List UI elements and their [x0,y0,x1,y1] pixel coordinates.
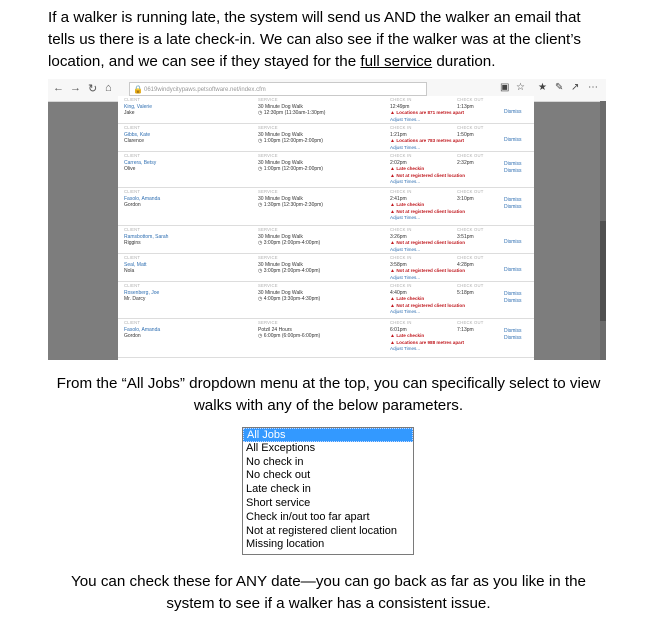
dropdown-option[interactable]: Short service [246,496,311,509]
check-out-time: 3:51pm [457,233,474,240]
intro-text: duration. [432,53,496,70]
warning-icon: ▲ [390,333,397,339]
client-name-link[interactable]: Fasolo, Amanda [124,195,161,202]
dismiss-link[interactable]: Dismiss [504,291,522,297]
full-service-link[interactable]: full service [360,53,433,70]
dismiss-links [504,197,522,211]
adjust-times-link[interactable]: Adjust Times... [390,346,421,351]
client-label: CLIENT [124,283,141,288]
dismiss-links [504,267,522,274]
client-label: CLIENT [124,97,141,102]
check-in-label: CHECK IN [390,227,412,232]
service-name: 30 Minute Dog Walk [258,103,303,110]
pet-name: Mr. Darcy [124,296,146,302]
client-label: CLIENT [124,125,141,130]
jobs-page [118,96,534,360]
service-cell [258,255,378,275]
job-row [118,152,534,188]
service-cell [258,97,378,117]
warning-icon: ▲ [390,138,397,144]
dismiss-link[interactable]: Dismiss [504,197,522,203]
adjust-times-link[interactable]: Adjust Times... [390,116,421,122]
dismiss-link[interactable]: Dismiss [504,298,522,304]
address-bar[interactable] [129,82,427,96]
service-label: SERVICE [258,255,278,260]
client-name-link[interactable]: Gibbs, Kate [124,131,151,138]
service-cell [258,189,378,209]
dismiss-links [504,291,522,305]
client-label: CLIENT [124,227,141,232]
dropdown-option[interactable]: All Jobs [243,428,413,442]
client-name-link[interactable]: Fasolo, Amanda [124,326,161,333]
share-icon[interactable]: ↗ [571,82,580,93]
warning-icon: ▲ [390,172,397,179]
check-out-label: CHECK OUT [457,255,484,260]
check-out-time: 1:50pm [457,131,474,138]
job-row [118,254,534,282]
check-in-time: 2:02pm [390,159,407,166]
dismiss-links [504,161,522,175]
dropdown-option[interactable]: No check in [246,455,304,468]
jobs-screenshot [48,79,606,360]
clock-icon: ◷ [258,268,264,274]
exception-text: Locations are 871 metres apart [396,110,465,115]
warning-icon: ▲ [390,339,397,346]
adjust-times-link[interactable]: Adjust Times... [390,274,421,280]
check-out-time: 4:28pm [457,261,474,268]
lock-icon: 🔒 [133,85,143,94]
dismiss-link[interactable]: Dismiss [504,161,522,167]
client-cell [124,227,244,247]
dismiss-links [504,328,522,342]
warning-icon: ▲ [390,166,397,172]
dismiss-link[interactable]: Dismiss [504,328,522,334]
check-in-label: CHECK IN [390,283,412,288]
pet-name: Clarence [124,138,145,144]
scrollbar[interactable] [600,101,606,360]
service-label: SERVICE [258,153,278,158]
clock-icon: ◷ [258,166,264,172]
check-out-label: CHECK OUT [457,189,484,194]
check-in-label: CHECK IN [390,320,412,325]
service-time-text: 3:00pm (2:00pm-4:00pm) [263,240,321,246]
dropdown-option[interactable]: No check out [246,469,311,482]
job-row [118,188,534,226]
check-in-time: 3:58pm [390,261,407,268]
warning-icon: ▲ [390,296,397,302]
service-name: 30 Minute Dog Walk [258,261,303,268]
warning-icon: ▲ [390,208,397,215]
job-row [118,96,534,124]
check-out-time: 7:13pm [457,326,474,333]
jobs-filter-dropdown-list[interactable] [242,427,414,555]
check-in-label: CHECK IN [390,255,412,260]
clock-icon: ◷ [258,110,264,116]
warning-icon: ▲ [390,268,397,274]
reading-view-icon[interactable]: ▣ [500,82,510,93]
service-time [258,333,378,340]
scrollbar-thumb[interactable] [600,221,606,321]
service-time [258,296,378,303]
client-name-link[interactable]: Rosenberg, Joe [124,289,160,296]
service-time [258,110,378,117]
service-cell [258,320,378,340]
check-out-label: CHECK OUT [457,153,484,158]
dismiss-links [504,239,522,246]
adjust-times-link[interactable]: Adjust Times... [390,144,421,150]
warning-icon: ▲ [390,240,397,246]
check-out-label: CHECK OUT [457,227,484,232]
clock-icon: ◷ [258,296,264,302]
check-out-time: 5:18pm [457,289,474,296]
check-in-time: 4:40pm [390,289,407,296]
service-time [258,268,378,275]
pen-icon[interactable]: ✎ [555,82,564,93]
dismiss-link[interactable]: Dismiss [504,239,522,245]
service-name: Potzil 24 Hours [258,326,292,333]
check-out-time: 1:13pm [457,103,474,110]
service-name: 30 Minute Dog Walk [258,159,303,166]
job-row [118,124,534,152]
job-row [118,226,534,254]
service-time-text: 1:00pm (12:00pm-2:00pm) [263,166,323,172]
client-label: CLIENT [124,189,141,194]
service-time-text: 6:00pm (6:00pm-6:00pm) [263,333,321,339]
service-label: SERVICE [258,320,278,325]
intro-line [48,51,613,73]
exception-text: Late checkin [396,202,425,207]
service-name: 30 Minute Dog Walk [258,131,303,138]
check-out-time: 2:32pm [457,159,474,166]
client-label: CLIENT [124,320,141,325]
pet-name: Olive [124,166,136,172]
client-cell [124,189,244,209]
check-in-time: 2:41pm [390,195,407,202]
intro-text: location, and we can see if they stayed for the [48,53,361,70]
middle-line: walks with any of the below parameters. [193,397,464,414]
warning-icon: ▲ [390,302,397,309]
service-time-text: 1:00pm (12:00pm-2:00pm) [263,138,323,144]
outro-paragraph [40,571,617,615]
intro-line: tells us there is a late check-in. We can also see if the walker was at the client’s [48,31,581,48]
dismiss-link[interactable]: Dismiss [504,109,522,115]
pet-name: Gordon [124,202,141,208]
adjust-times-link[interactable]: Adjust Times... [390,215,421,220]
service-label: SERVICE [258,227,278,232]
dropdown-option[interactable]: Late check in [246,483,311,496]
client-cell [124,255,244,275]
check-in-label: CHECK IN [390,189,412,194]
favorites-bar-icon[interactable]: ★ [538,82,547,93]
service-cell [258,153,378,173]
exception-text: Locations are 988 metres apart [396,339,465,345]
service-cell [258,227,378,247]
exception-text: Not at registered client location [396,172,466,178]
pet-name: Riggins [124,240,141,246]
dismiss-links [504,137,522,144]
service-time-text: 4:00pm (3:30pm-4:30pm) [263,296,321,302]
service-time [258,138,378,145]
clock-icon: ◷ [258,333,264,339]
dropdown-option[interactable]: All Exceptions [246,441,316,454]
client-name-link[interactable]: Carrera, Betsy [124,159,157,166]
check-in-time: 6:01pm [390,326,407,333]
dismiss-link[interactable]: Dismiss [504,137,522,143]
middle-paragraph [40,373,617,417]
exception-text: Late checkin [396,166,425,171]
service-cell [258,125,378,145]
check-in-label: CHECK IN [390,153,412,158]
service-name: 30 Minute Dog Walk [258,233,303,240]
exception-text: Not at registered client location [396,302,466,308]
clock-icon: ◷ [258,138,264,144]
client-cell [124,320,244,340]
service-cell [258,283,378,303]
intro-paragraph [48,7,613,73]
service-time [258,240,378,247]
service-time-text: 12:30pm (11:30am-1:30pm) [263,110,326,116]
client-label: CLIENT [124,153,141,158]
dropdown-option[interactable]: Missing location [246,538,325,551]
client-name-link[interactable]: Ramsbottom, Sarah [124,233,169,240]
warning-icon: ▲ [390,202,397,208]
check-out-time: 3:10pm [457,195,474,202]
exception-text: Late checkin [396,333,425,338]
client-cell [124,125,244,145]
job-row [118,282,534,319]
service-time [258,202,378,209]
warning-icon: ▲ [390,110,397,116]
check-in-label: CHECK IN [390,97,412,102]
outro-line: You can check these for ANY date—you can go back as far as you like in the [70,573,586,590]
client-cell [124,97,244,117]
dropdown-option[interactable]: Not at registered client location [246,524,398,537]
dismiss-link[interactable]: Dismiss [504,335,522,341]
client-cell [124,153,244,173]
dropdown-option[interactable]: Check in/out too far apart [246,510,370,523]
check-in-time: 12:49pm [390,103,410,110]
exception-text: Not at registered client location [396,208,466,214]
service-time [258,166,378,173]
adjust-times-link[interactable]: Adjust Times... [390,246,421,252]
service-time-text: 1:30pm (12:30pm-2:30pm) [263,202,323,208]
clock-icon: ◷ [258,202,264,208]
clock-icon: ◷ [258,240,264,246]
more-icon[interactable]: ⋯ [588,82,598,93]
back-arrow-icon[interactable]: ← [53,82,64,94]
refresh-icon[interactable]: ↻ [88,83,98,95]
exception-text: Late checkin [396,296,425,301]
exception-text: Not at registered client location [396,240,466,245]
outro-line: system to see if a walker has a consistent issue. [166,595,491,612]
forward-arrow-icon[interactable]: → [70,82,81,94]
dismiss-link[interactable]: Dismiss [504,168,522,174]
intro-line: If a walker is running late, the system will send us AND the walker an email that [48,9,581,26]
service-name: 30 Minute Dog Walk [258,289,303,296]
check-out-label: CHECK OUT [457,320,484,325]
check-out-label: CHECK OUT [457,125,484,130]
job-row [118,319,534,358]
dismiss-link[interactable]: Dismiss [504,204,522,210]
service-label: SERVICE [258,283,278,288]
jobs-list [118,96,534,358]
dismiss-link[interactable]: Dismiss [504,267,522,273]
client-name-link[interactable]: King, Valerie [124,103,152,110]
client-label: CLIENT [124,255,141,260]
exception-text: Not at registered client location [396,268,466,273]
pet-name: Jake [124,110,135,116]
pet-name: Nola [124,268,135,274]
adjust-times-link[interactable]: Adjust Times... [390,179,421,184]
check-in-label: CHECK IN [390,125,412,130]
service-label: SERVICE [258,189,278,194]
favorite-star-icon[interactable]: ☆ [516,82,525,93]
url-text: 0619windycitypaws.petsoftware.net/index.cfm [144,87,266,93]
service-time-text: 3:00pm (2:00pm-4:00pm) [263,268,321,274]
adjust-times-link[interactable]: Adjust Times... [390,309,421,314]
service-label: SERVICE [258,97,278,102]
check-in-time: 3:26pm [390,233,407,240]
dismiss-links [504,109,522,116]
check-out-label: CHECK OUT [457,283,484,288]
service-label: SERVICE [258,125,278,130]
home-icon[interactable]: ⌂ [105,82,112,94]
check-in-time: 1:21pm [390,131,407,138]
client-cell [124,283,244,303]
middle-line: From the “All Jobs” dropdown menu at the top, you can specifically select to view [56,375,601,392]
exception-text: Locations are 783 metres apart [396,138,465,143]
check-out-label: CHECK OUT [457,97,484,102]
pet-name: Gordon [124,333,141,339]
service-name: 30 Minute Dog Walk [258,195,303,202]
client-name-link[interactable]: Seal, Matt [124,261,147,268]
